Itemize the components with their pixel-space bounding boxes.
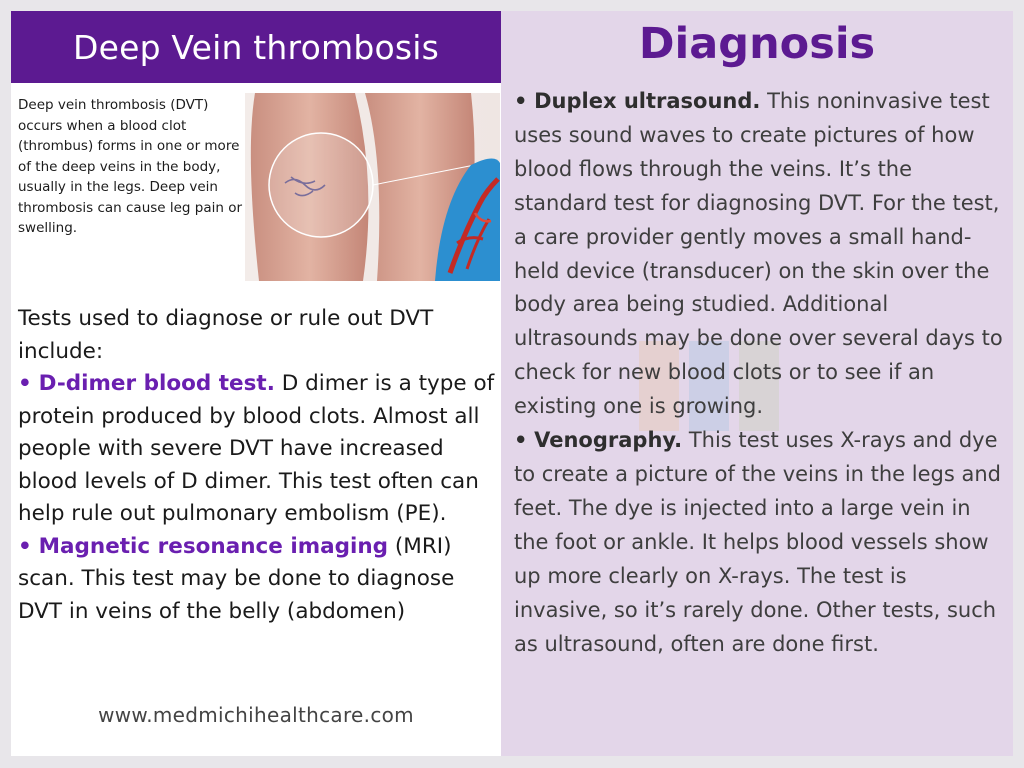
mri-heading: Magnetic resonance imaging bbox=[38, 533, 389, 559]
tests-intro: Tests used to diagnose or rule out DVT include: bbox=[18, 306, 434, 364]
bullet: • bbox=[18, 533, 32, 559]
dvt-intro-text: Deep vein thrombosis (DVT) occurs when a blood clot (thrombus) forms in one or more of the deep veins in the body, usually in the legs. Deep vein thrombosis can cause leg pain or swelling. bbox=[18, 97, 243, 236]
leg-varicose-vein-photo bbox=[245, 93, 500, 281]
website-url: www.medmichihealthcare.com bbox=[98, 703, 414, 727]
mri-text: (MRI) scan. This test may be done to diagnose DVT in veins of the belly (abdomen) bbox=[18, 533, 455, 624]
bullet: • bbox=[18, 371, 32, 396]
left-panel bbox=[11, 11, 501, 756]
diagnosis-body bbox=[514, 85, 1004, 661]
d-dimer-item bbox=[18, 368, 496, 531]
d-dimer-text: D dimer is a type of protein produced by blood clots. Almost all people with severe DVT have increased blood levels of D dimer. This test often can help rule out pulmonary embolism (PE). bbox=[18, 371, 495, 526]
bullet: • bbox=[514, 428, 528, 453]
tests-section bbox=[18, 303, 496, 628]
magnifier-circle bbox=[269, 133, 373, 237]
venography-text: This test uses X-rays and dye to create a picture of the veins in the legs and feet. The dye is injected into a large vein in the foot or ankle. It helps blood vessels show up more clearly on X-rays. The test is invasive, so it’s rarely done. Other tests, such as ultrasound, often are done first. bbox=[514, 428, 1001, 656]
dvt-title: Deep Vein thrombosis bbox=[11, 11, 501, 83]
venography-item bbox=[514, 424, 1004, 661]
d-dimer-heading: D-dimer blood test. bbox=[38, 371, 275, 396]
diagnosis-title: Diagnosis bbox=[638, 19, 876, 69]
mri-item bbox=[18, 531, 496, 629]
duplex-ultrasound-item bbox=[514, 85, 1004, 424]
duplex-text: This noninvasive test uses sound waves to create pictures of how blood flows through the veins. It’s the standard test for diagnosing DVT. For the test, a care provider gently moves a small hand-held device (transducer) on the skin over the body area being studied. Additional ultrasounds may be done over several days to check for new blood clots or to see if an existing one is growing. bbox=[514, 89, 1003, 419]
right-panel bbox=[501, 11, 1013, 756]
duplex-heading: Duplex ultrasound. bbox=[534, 89, 761, 113]
infographic-card bbox=[11, 11, 1013, 756]
bullet: • bbox=[514, 89, 528, 113]
venography-heading: Venography. bbox=[534, 428, 683, 453]
